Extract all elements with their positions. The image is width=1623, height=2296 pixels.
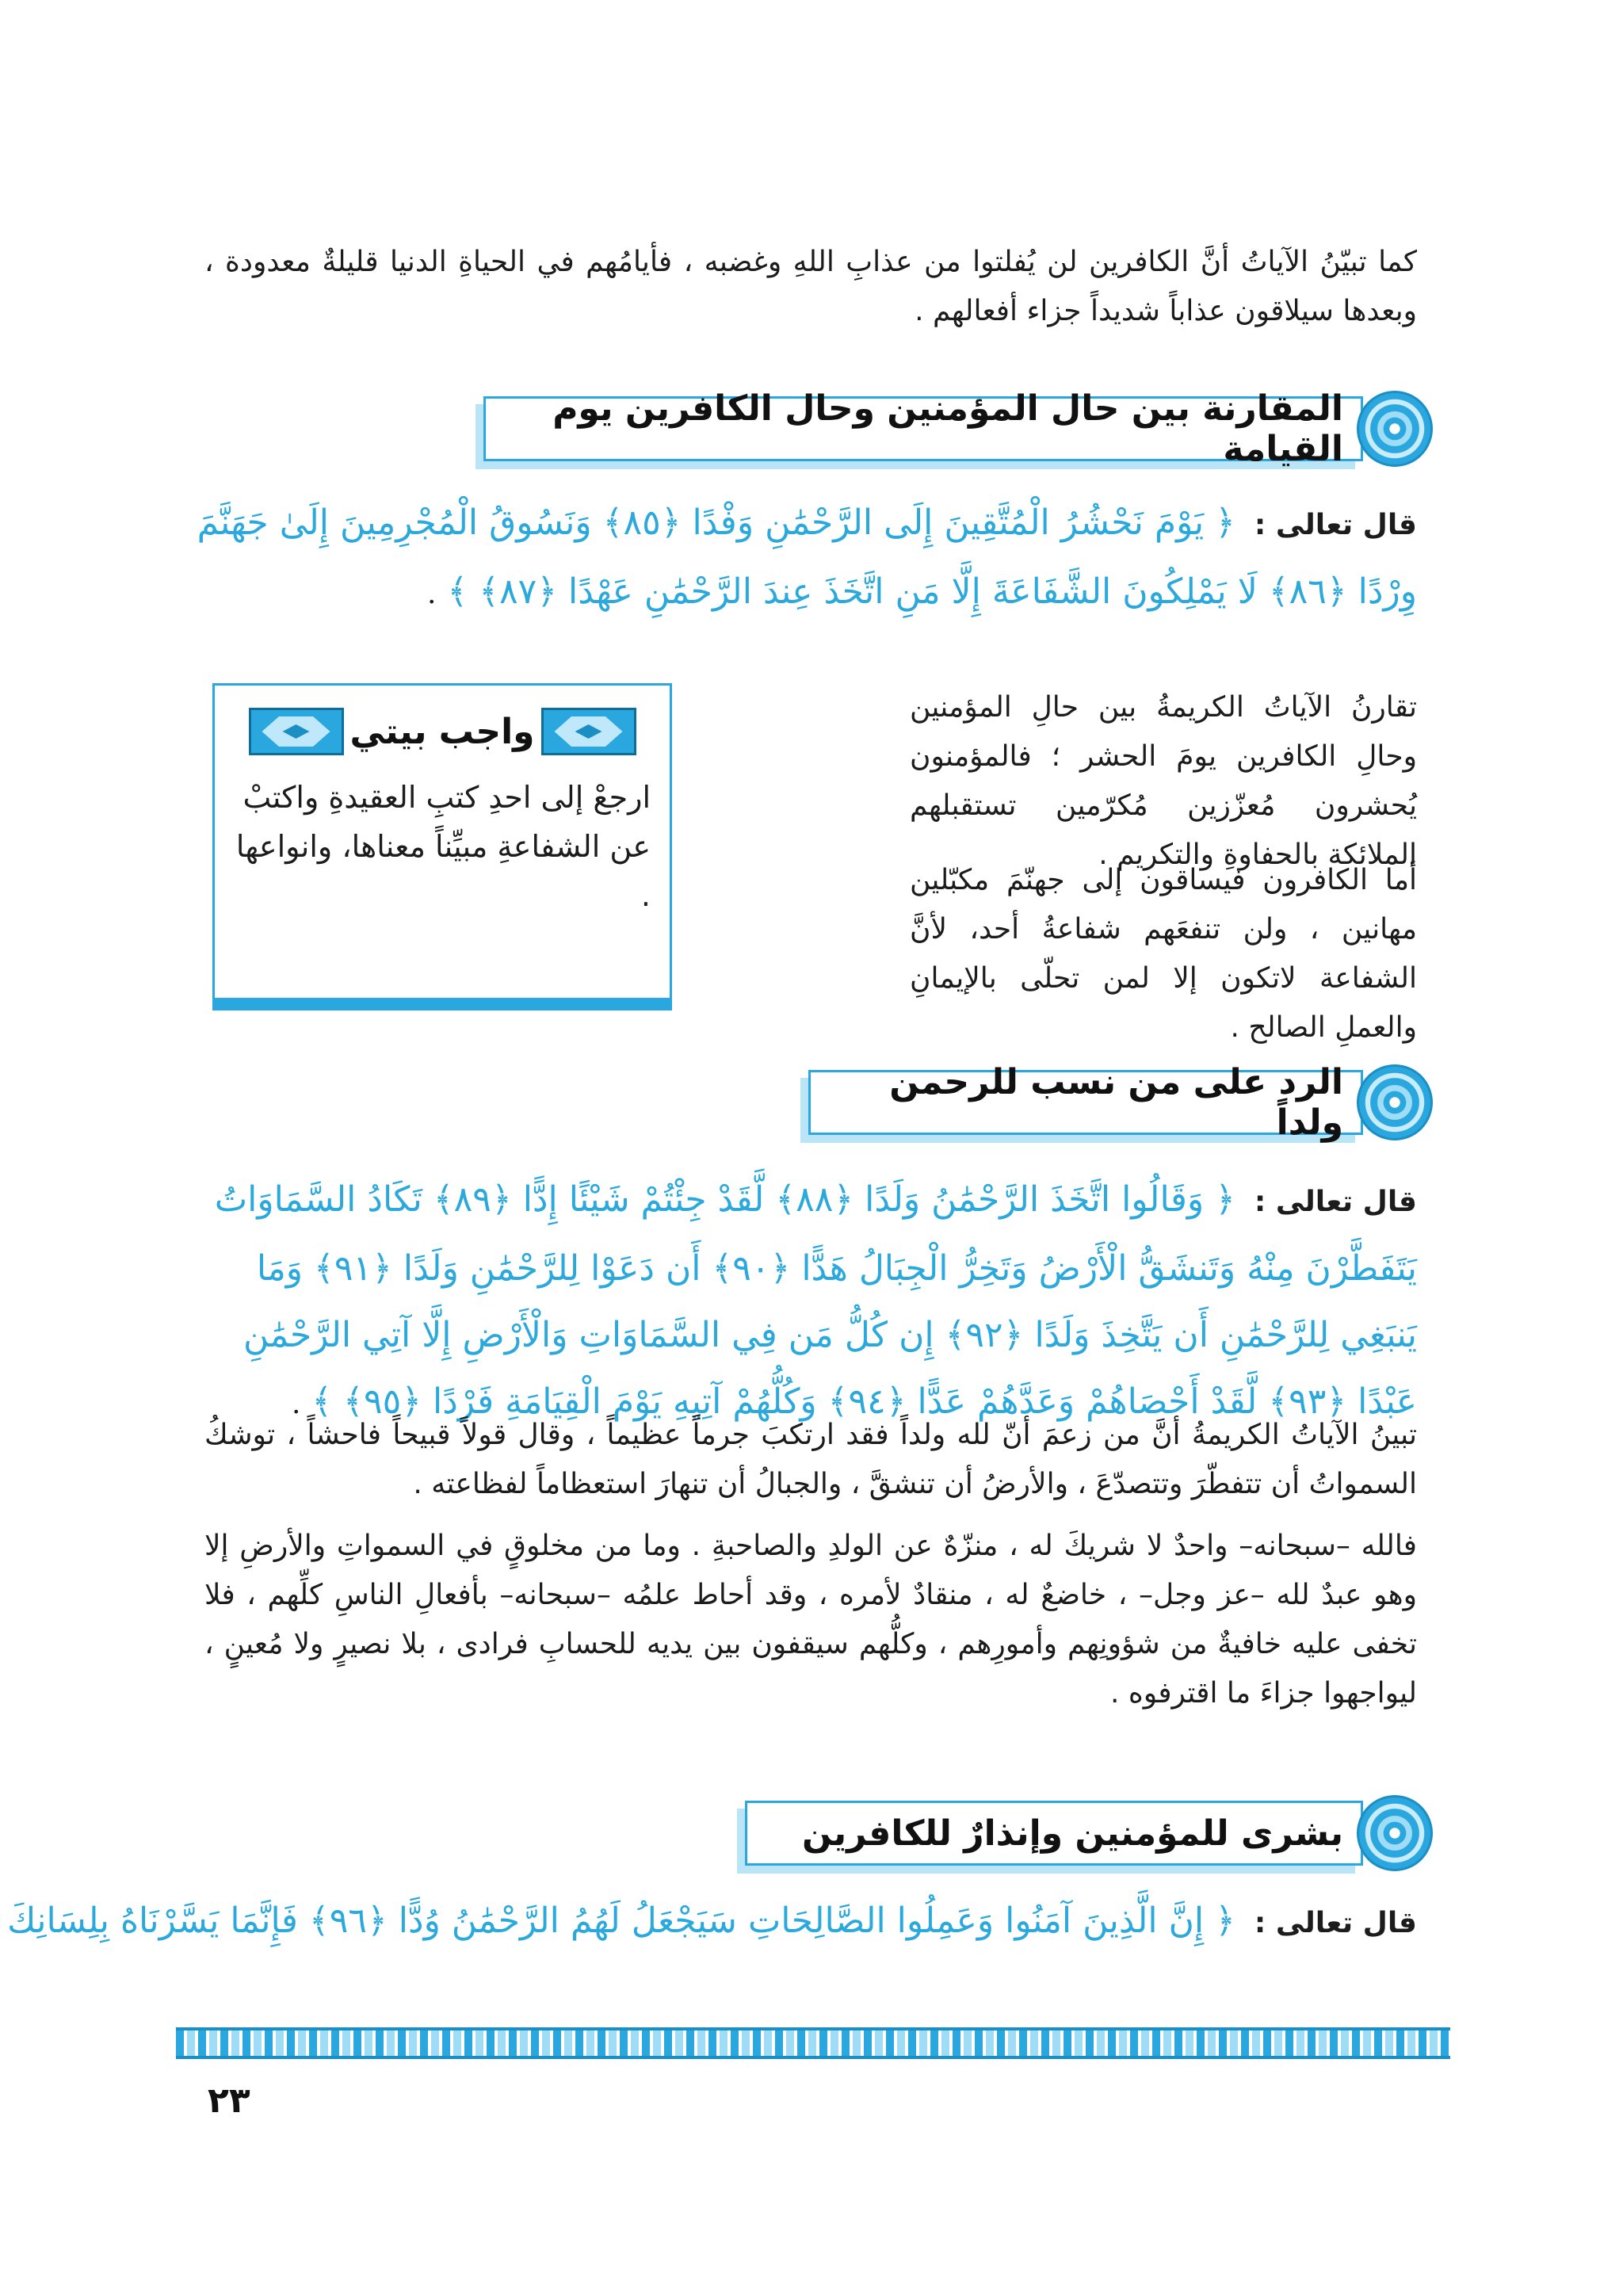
ornament-icon bbox=[541, 708, 636, 755]
quran-lead: قال تعالى : bbox=[1254, 509, 1417, 541]
page-number: ٢٣ bbox=[208, 2080, 250, 2121]
quran-text: ﴿ وَقَالُوا اتَّخَذَ الرَّحْمَٰنُ وَلَدًا ﴿٨٨﴾ لَّقَدْ جِئْتُمْ شَيْئًا إِدًّا ﴿٨٩﴾ تَكَادُ السَّمَاوَاتُ يَتَفَطَّرْنَ مِنْهُ وَتَنشَقُّ الْأَرْضُ وَتَخِرُّ الْجِبَالُ هَدًّا ﴿٩٠﴾ أَن دَعَوْا لِلرَّحْمَٰنِ وَلَدًا ﴿٩١﴾ وَمَا يَنبَغِي لِلرَّحْمَٰنِ أَن يَتَّخِذَ وَلَدًا ﴿٩٢﴾ إِن كُلُّ مَن فِي السَّمَاوَاتِ وَالْأَرْضِ إِلَّا آتِي الرَّحْمَٰنِ عَبْدًا ﴿٩٣﴾ لَّقَدْ أَحْصَاهُمْ وَعَدَّهُمْ عَدًّا ﴿٩٤﴾ وَكُلُّهُمْ آتِيهِ يَوْمَ الْقِيَامَةِ فَرْدًا ﴿٩٥﴾ ﴾ bbox=[214, 1179, 1417, 1422]
comparison-paragraph-1: تقارنُ الآياتُ الكريمةُ بين حالِ المؤمنين وحالِ الكافرين يومَ الحشر ؛ فالمؤمنون يُحشرون مُعزّزين مُكرّمين تستقبلهم الملائكة بالحفاوةِ والتكريم . bbox=[910, 691, 1417, 871]
section-heading-glad-tidings bbox=[745, 1801, 1433, 1866]
homework-title: واجب بيتي bbox=[349, 711, 535, 752]
heading-title: بشرى للمؤمنين وإنذارٌ للكافرين bbox=[745, 1801, 1363, 1866]
quran-lead: قال تعالى : bbox=[1254, 1907, 1417, 1939]
medallion-icon bbox=[1357, 1064, 1433, 1140]
footer-ornament-band bbox=[176, 2027, 1450, 2059]
section-heading-comparison bbox=[483, 388, 1433, 469]
heading-title: الرد على من نسب للرحمن ولداً bbox=[808, 1070, 1363, 1135]
section-heading-refutation bbox=[808, 1062, 1433, 1143]
heading-title: المقارنة بين حال المؤمنين وحال الكافرين يوم القيامة bbox=[483, 396, 1363, 461]
medallion-icon bbox=[1357, 1795, 1433, 1871]
quran-lead: قال تعالى : bbox=[1254, 1186, 1417, 1218]
quran-verse-block bbox=[197, 1167, 1417, 1438]
quran-text: ﴿ يَوْمَ نَحْشُرُ الْمُتَّقِينَ إِلَى الرَّحْمَٰنِ وَفْدًا ﴿٨٥﴾ وَنَسُوقُ الْمُجْرِمِينَ إِلَىٰ جَهَنَّمَ وِرْدًا ﴿٨٦﴾ لَا يَمْلِكُونَ الشَّفَاعَةَ إِلَّا مَنِ اتَّخَذَ عِندَ الرَّحْمَٰنِ عَهْدًا ﴿٨٧﴾ ﴾ bbox=[197, 502, 1417, 612]
homework-text: ارجعْ إلى احدِ كتبِ العقيدةِ واكتبْ عن الشفاعةِ مبيِّناً معناها، وانواعها . bbox=[235, 780, 651, 913]
quran-end: . bbox=[291, 1388, 301, 1420]
homework-title-row bbox=[231, 706, 654, 757]
refutation-paragraph-1: تبينُ الآياتُ الكريمةُ أنَّ من زعمَ أنّ لله ولداً فقد ارتكبَ جرماً عظيماً ، وقال قولاً قبيحاً فاحشاً ، توشكُ السمواتُ أن تتفطّرَ وتتصدّعَ ، والأرضُ أن تنشقَّ ، والجبالُ أن تنهارَ استعظاماً لفظاعته . bbox=[204, 1419, 1417, 1500]
comparison-paragraph-2: أما الكافرون فيساقون إلى جهنّمَ مكبّلين مهانين ، ولن تنفعَهم شفاعةُ أحد، لأنَّ الشفاعة لاتكون إلا لمن تحلّى بالإيمانِ والعملِ الصالح . bbox=[910, 864, 1417, 1044]
quran-text: ﴿ إِنَّ الَّذِينَ آمَنُوا وَعَمِلُوا الصَّالِحَاتِ سَيَجْعَلُ لَهُمُ الرَّحْمَٰنُ وُدًّا ﴿٩٦﴾ فَإِنَّمَا يَسَّرْنَاهُ بِلِسَانِكَ bbox=[7, 1901, 1235, 1941]
refutation-paragraph-2: فالله –سبحانه– واحدٌ لا شريكَ له ، منزّهٌ عن الولدِ والصاحبةِ . وما من مخلوقٍ في السمواتِ والأرضِ إلا وهو عبدٌ لله –عز وجل– ، خاضعٌ له ، منقادٌ لأمره ، وقد أحاط علمُه –سبحانه– بأفعالِ الناسِ كلِّهم ، فلا تخفى عليه خافيةٌ من شؤونِهم وأمورِهم ، وكلُّهم سيقفون بين يديه للحسابِ فرادى ، بلا نصيرٍ ولا مُعينٍ ، ليواجهوا جزاءَ ما اقترفوه . bbox=[204, 1530, 1417, 1710]
medallion-icon bbox=[1357, 391, 1433, 467]
quran-verse-block bbox=[197, 490, 1417, 628]
quran-end: . bbox=[426, 578, 437, 610]
intro-paragraph: كما تبيّنُ الآياتُ أنَّ الكافرين لن يُفلتوا من عذابِ اللهِ وغضبه ، فأيامُهم في الحياةِ الدنيا قليلةٌ معدودة ، وبعدها سيلاقون عذاباً شديداً جزاء أفعالهم . bbox=[204, 246, 1417, 327]
quran-verse-block bbox=[7, 1888, 1417, 1957]
homework-box bbox=[212, 683, 672, 1000]
ornament-icon bbox=[249, 708, 344, 755]
